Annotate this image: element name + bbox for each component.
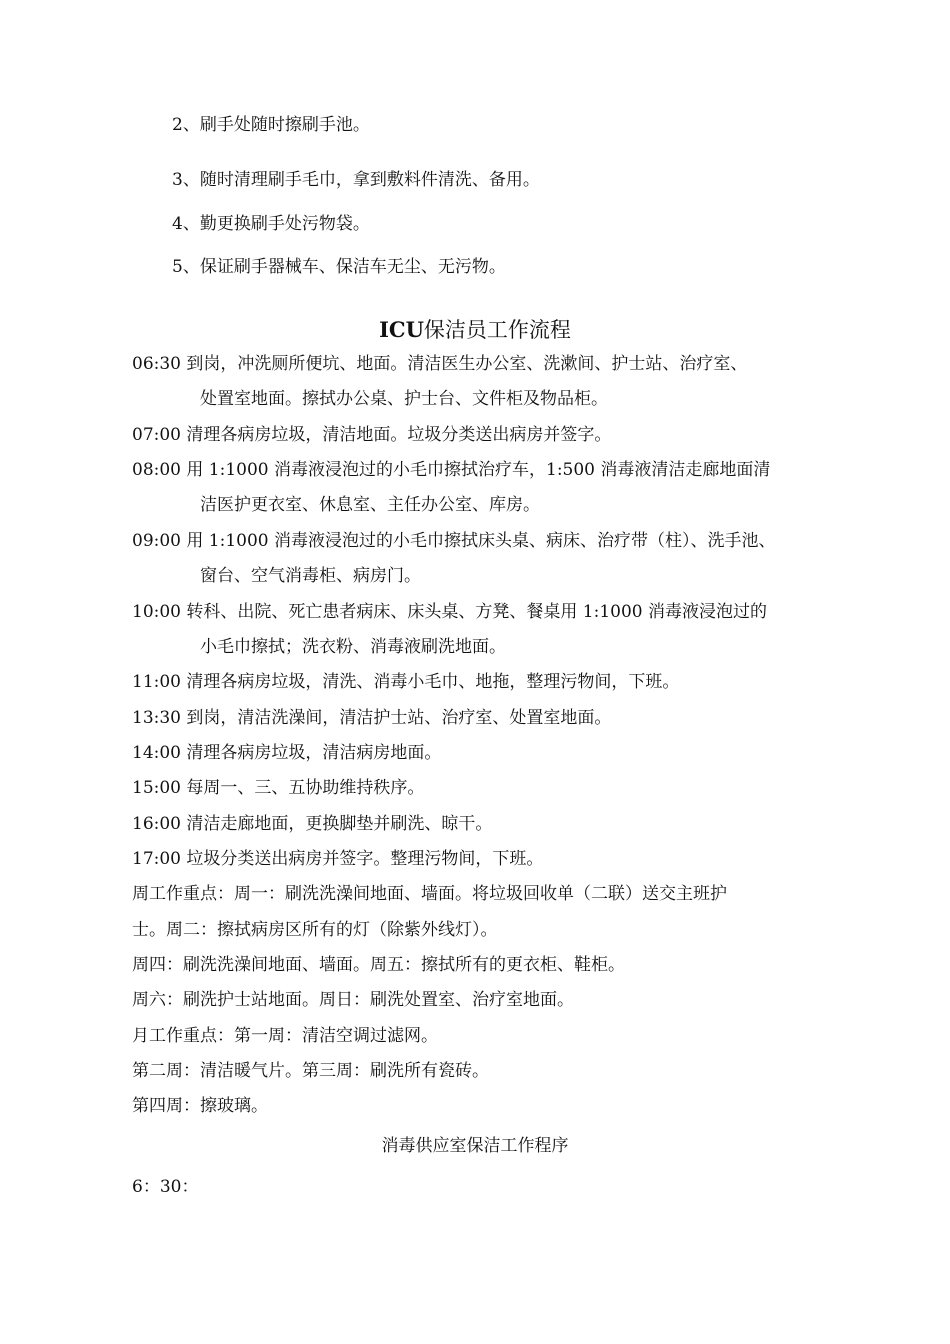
monthly-focus-line: 第四周：擦玻璃。: [132, 1096, 268, 1116]
schedule-line: 07:00 清理各病房垃圾，清洁地面。垃圾分类送出病房并签字。: [132, 425, 612, 445]
schedule-line: 08:00 用 1:1000 消毒液浸泡过的小毛巾擦拭治疗车，1:500 消毒液清洁走廊地面清: [132, 460, 771, 480]
schedule-line-continued: 窗台、空气消毒柜、病房门。: [200, 566, 421, 586]
section-title: [0, 315, 950, 345]
schedule-line: 06:30 到岗，冲洗厕所便坑、地面。清洁医生办公室、洗漱间、护士站、治疗室、: [132, 354, 748, 374]
schedule-line: 16:00 清洁走廊地面，更换脚垫并刷洗、晾干。: [132, 814, 493, 834]
section-title-prefix: ICU: [379, 317, 424, 342]
schedule-line: 09:00 用 1:1000 消毒液浸泡过的小毛巾擦拭床头桌、病床、治疗带（柱）、洗手池、: [132, 531, 776, 551]
schedule-line: 13:30 到岗，清洁洗澡间，清洁护士站、治疗室、处置室地面。: [132, 708, 612, 728]
weekly-focus-line: 周六：刷洗护士站地面。周日：刷洗处置室、治疗室地面。: [132, 990, 574, 1010]
monthly-focus-line: 月工作重点：第一周：清洁空调过滤网。: [132, 1026, 438, 1046]
schedule-line-continued: 洁医护更衣室、休息室、主任办公室、库房。: [200, 495, 540, 515]
schedule-line-continued: 处置室地面。擦拭办公桌、护士台、文件柜及物品柜。: [200, 389, 608, 409]
schedule-line: 11:00 清理各病房垃圾，清洗、消毒小毛巾、地拖，整理污物间，下班。: [132, 672, 680, 692]
list-item: 4、勤更换刷手处污物袋。: [172, 214, 370, 234]
list-item: 2、刷手处随时擦刷手池。: [172, 115, 370, 135]
schedule-line: 10:00 转科、出院、死亡患者病床、床头桌、方凳、餐桌用 1:1000 消毒液浸泡过的: [132, 602, 768, 622]
schedule-line: 15:00 每周一、三、五协助维持秩序。: [132, 778, 425, 798]
schedule-line: 14:00 清理各病房垃圾，清洁病房地面。: [132, 743, 442, 763]
section-title-2: 消毒供应室保洁工作程序: [381, 1136, 569, 1156]
schedule-line: 17:00 垃圾分类送出病房并签字。整理污物间，下班。: [132, 849, 544, 869]
list-item: 3、随时清理刷手毛巾，拿到敷料件清洗、备用。: [172, 170, 540, 190]
weekly-focus-line: 士。周二：擦拭病房区所有的灯（除紫外线灯）。: [132, 920, 498, 940]
schedule-line-continued: 小毛巾擦拭；洗衣粉、消毒液刷洗地面。: [200, 637, 506, 657]
weekly-focus-line: 周四：刷洗洗澡间地面、墙面。周五：擦拭所有的更衣柜、鞋柜。: [132, 955, 625, 975]
list-item: 5、保证刷手器械车、保洁车无尘、无污物。: [172, 257, 506, 277]
schedule-line: 6：30：: [132, 1177, 199, 1197]
weekly-focus-line: 周工作重点：周一：刷洗洗澡间地面、墙面。将垃圾回收单（二联）送交主班护: [132, 884, 727, 904]
section-title-text: 保洁员工作流程: [423, 318, 571, 342]
monthly-focus-line: 第二周：清洁暖气片。第三周：刷洗所有瓷砖。: [132, 1061, 489, 1081]
